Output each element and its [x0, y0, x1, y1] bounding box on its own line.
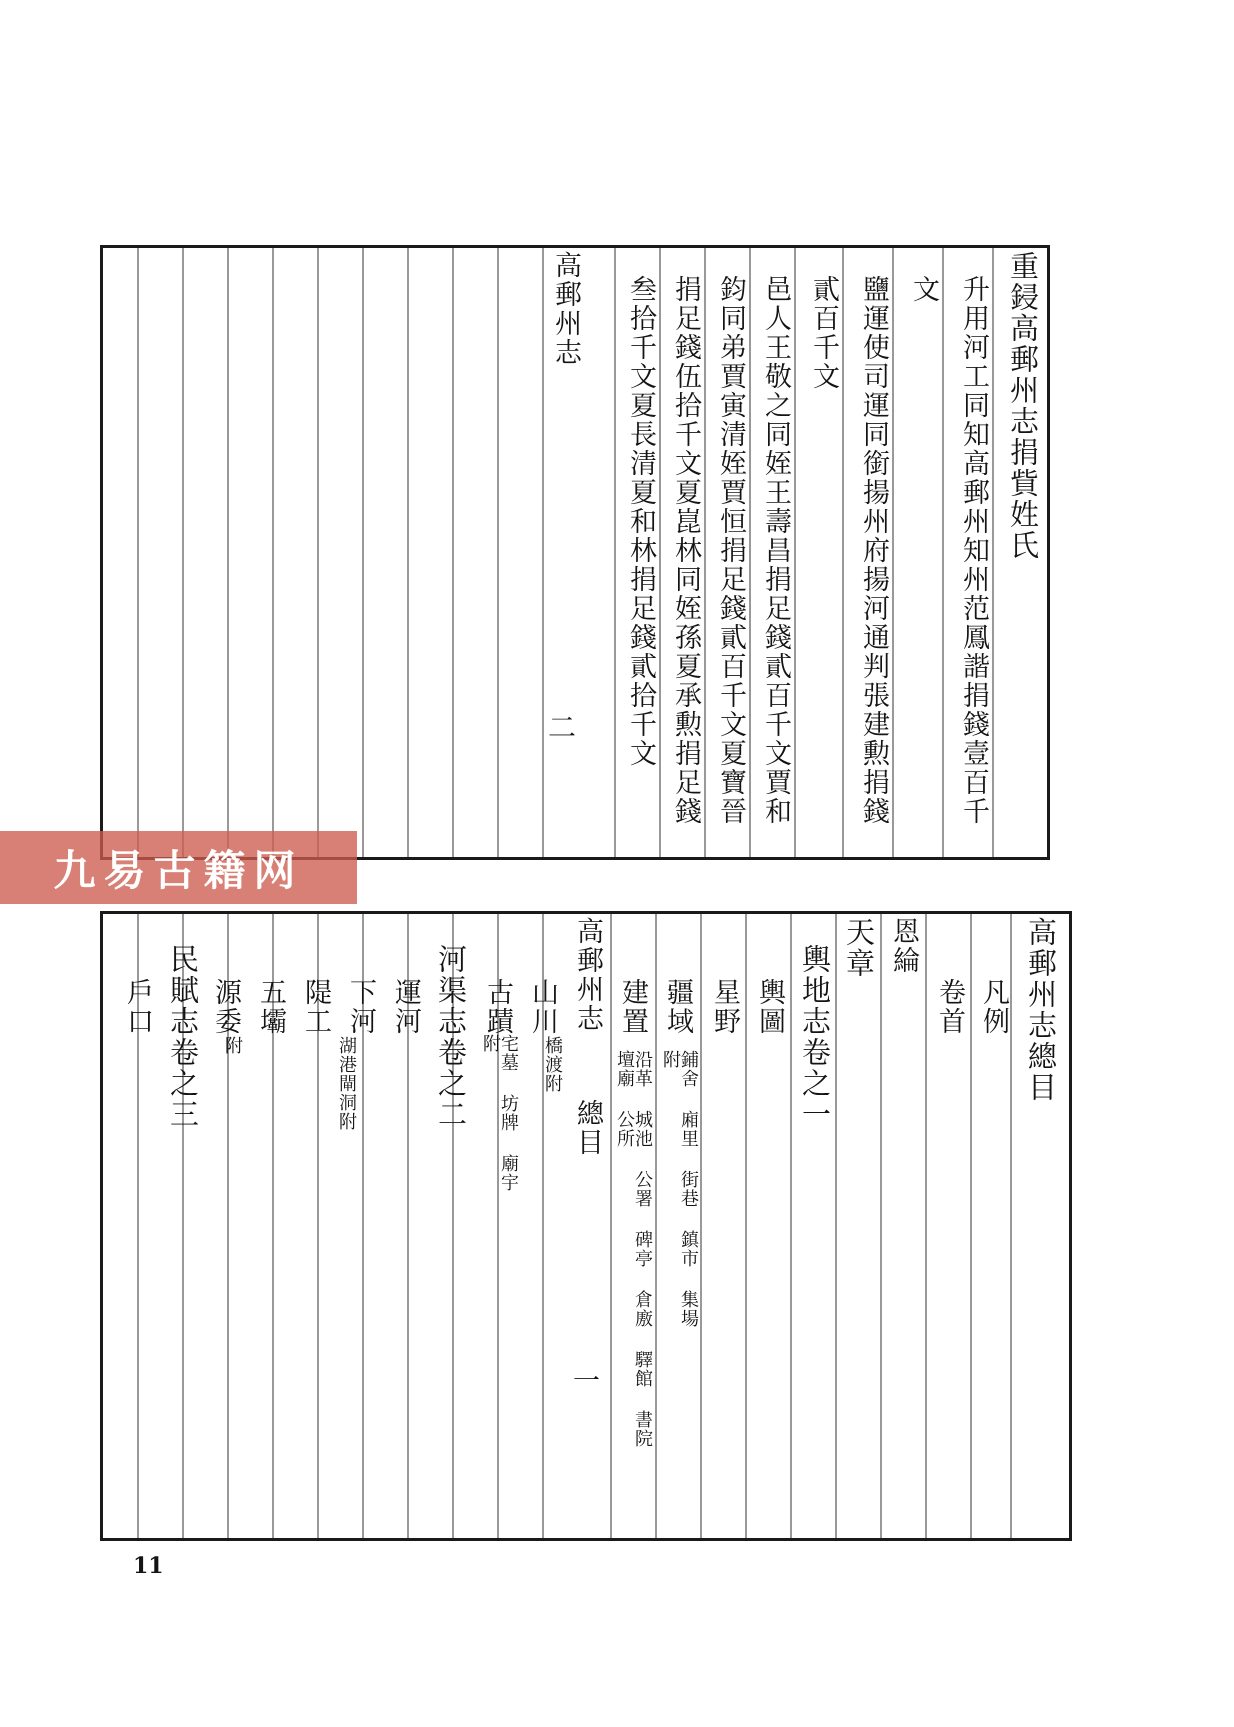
- upper-column-rules: [103, 248, 1047, 857]
- lower-fold-page: 一: [568, 1366, 599, 1395]
- toc-entry-9[interactable]: 山川: [527, 978, 558, 1036]
- page-number: 11: [133, 1553, 164, 1579]
- toc-entry-4[interactable]: 輿地志卷之一: [798, 944, 832, 1130]
- lower-fold-section: 總目: [572, 1099, 603, 1157]
- lower-title: 高郵州志總目: [1024, 917, 1058, 1103]
- toc-entry-18[interactable]: 戶口: [122, 978, 153, 1036]
- toc-entry-13[interactable]: 下河: [345, 978, 376, 1036]
- upper-page: [100, 245, 1050, 860]
- upper-line-2: 文: [908, 275, 939, 304]
- toc-entry-14-note: 湖港閘洞附: [336, 1036, 357, 1131]
- lower-page: [100, 911, 1072, 1541]
- toc-entry-11[interactable]: 河渠志卷之二: [434, 944, 468, 1130]
- upper-title: 重鋟高郵州志捐貲姓氏: [1006, 251, 1040, 561]
- toc-entry-10[interactable]: 古蹟: [482, 978, 513, 1036]
- upper-line-3: 鹽運使司運同銜揚州府揚河通判張建勲捐錢: [858, 275, 889, 826]
- toc-entry-8-note: 沿革 城池 公署 碑亭 倉廒 驛館 書院 壇廟 公所: [614, 1050, 653, 1448]
- toc-entry-16[interactable]: 源委: [210, 978, 241, 1036]
- upper-line-6: 鈞同弟賈寅清姪賈恒捐足錢貳百千文夏寶晉: [715, 275, 746, 826]
- upper-line-1: 升用河工同知高郵州知州范鳳諧捐錢壹百千: [958, 275, 989, 826]
- toc-entry-3[interactable]: 天章: [842, 917, 876, 979]
- toc-entry-5[interactable]: 輿圖: [754, 978, 785, 1036]
- toc-entry-15[interactable]: 五壩: [255, 978, 286, 1036]
- toc-entry-2[interactable]: 恩綸: [888, 917, 919, 975]
- toc-entry-10-note: 宅墓 坊牌 廟宇附: [480, 1034, 519, 1192]
- upper-line-8: 叁拾千文夏長清夏和林捐足錢貳拾千文: [625, 275, 656, 768]
- toc-entry-17[interactable]: 民賦志卷之三: [166, 944, 200, 1130]
- upper-line-5: 邑人王敬之同姪王壽昌捐足錢貳百千文賈和: [760, 275, 791, 826]
- toc-entry-16-note: 附: [222, 1036, 243, 1055]
- toc-entry-12[interactable]: 運河: [390, 978, 421, 1036]
- toc-entry-7-note: 鋪舍 廂里 街巷 鎮市 集場附: [660, 1050, 699, 1328]
- toc-entry-9-note: 橋渡附: [542, 1036, 563, 1093]
- toc-entry-0[interactable]: 凡例: [978, 978, 1009, 1036]
- toc-entry-1[interactable]: 卷首: [934, 978, 965, 1036]
- toc-entry-14[interactable]: 隄工: [300, 978, 331, 1036]
- upper-line-7: 捐足錢伍拾千文夏崑林同姪孫夏承勲捐足錢: [670, 275, 701, 826]
- upper-fold-title: 高郵州志: [550, 251, 581, 367]
- toc-entry-6[interactable]: 星野: [709, 978, 740, 1036]
- watermark-text: 九易古籍网: [53, 845, 304, 895]
- upper-line-4: 貳百千文: [808, 275, 839, 391]
- watermark-banner: [0, 831, 357, 904]
- upper-fold-page: 二: [547, 711, 579, 744]
- toc-entry-7[interactable]: 疆域: [662, 978, 693, 1036]
- lower-fold-title: 高郵州志: [572, 917, 603, 1033]
- toc-entry-8[interactable]: 建置: [617, 978, 648, 1036]
